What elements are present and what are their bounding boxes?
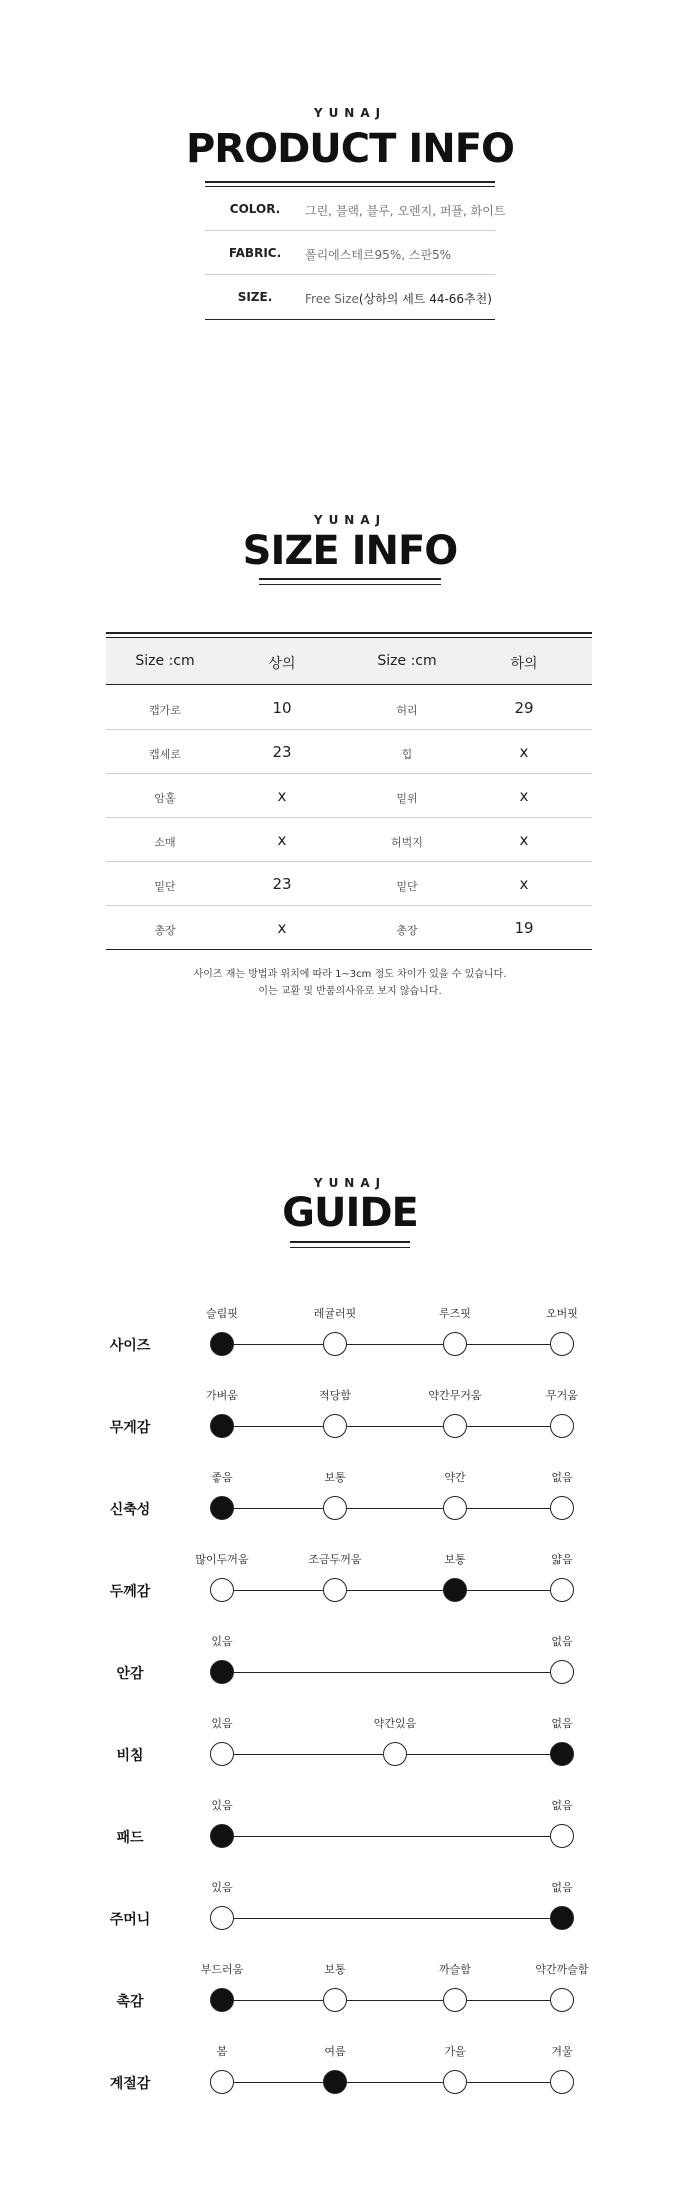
guide-option-label: 슬림핏	[206, 1307, 238, 1320]
divider	[205, 274, 495, 275]
size-note-1: 사이즈 재는 방법과 위치에 따라 1~3cm 정도 차이가 있을 수 있습니다.	[193, 969, 507, 980]
guide-scale-line	[222, 1508, 562, 1509]
row-divider	[106, 773, 592, 774]
guide-scale-line	[222, 1672, 562, 1673]
guide-dot	[210, 1742, 234, 1766]
guide-scale-line	[222, 2000, 562, 2001]
guide-dot	[323, 1414, 347, 1438]
guide-dot	[550, 1824, 574, 1848]
info-value	[305, 290, 492, 307]
col-header: Size :cm	[135, 653, 195, 669]
guide-option-label: 보통	[324, 1963, 346, 1976]
guide-label: 안감	[116, 1666, 144, 1682]
guide-dot	[550, 1414, 574, 1438]
guide-option-label: 약간있음	[373, 1717, 417, 1730]
guide-scale-line	[222, 1426, 562, 1427]
guide-dot-selected	[210, 1414, 234, 1438]
guide-scale-line	[222, 1344, 562, 1345]
guide-option-label: 있음	[211, 1635, 233, 1648]
title-underline-thin	[290, 1247, 410, 1248]
guide-label: 계절감	[109, 2076, 151, 2092]
guide-dot-selected	[210, 1824, 234, 1848]
guide-dot	[550, 1660, 574, 1684]
size-row-value: 23	[272, 743, 292, 761]
guide-dot-selected	[550, 1906, 574, 1930]
row-divider	[106, 817, 592, 818]
title-underline-thin	[205, 186, 495, 187]
size-row-label: 밑단	[396, 880, 418, 893]
col-header: 하의	[510, 656, 538, 672]
info-label: FABRIC.	[228, 246, 282, 260]
guide-option-label: 조금두꺼움	[308, 1553, 362, 1566]
guide-option-label: 좋음	[211, 1471, 233, 1484]
guide-dot	[323, 1332, 347, 1356]
size-row-label: 밑단	[154, 880, 176, 893]
size-row-value: 29	[514, 699, 534, 717]
guide-option-label: 무거움	[546, 1389, 578, 1402]
guide-option-label: 오버핏	[546, 1307, 578, 1320]
guide-option-label: 레귤러핏	[313, 1307, 357, 1320]
size-row-value: x	[519, 875, 529, 893]
guide-label: 무게감	[109, 1420, 151, 1436]
size-row-value: x	[277, 831, 287, 849]
guide-title: GUIDE	[282, 1190, 418, 1236]
bottom-rule	[205, 319, 495, 320]
guide-label: 신축성	[109, 1502, 151, 1518]
size-row-value: x	[519, 743, 529, 761]
guide-option-label: 얇음	[551, 1553, 573, 1566]
guide-dot	[550, 2070, 574, 2094]
guide-option-label: 없음	[551, 1799, 573, 1812]
guide-option-label: 없음	[551, 1635, 573, 1648]
guide-option-label: 보통	[324, 1471, 346, 1484]
guide-dot-selected	[210, 1332, 234, 1356]
size-row-label: 총장	[154, 924, 176, 937]
guide-dot	[443, 1332, 467, 1356]
title-underline	[205, 181, 495, 183]
header-bottom-rule	[106, 684, 592, 685]
guide-dot	[443, 1496, 467, 1520]
guide-label: 사이즈	[109, 1338, 151, 1354]
guide-option-label: 있음	[211, 1881, 233, 1894]
guide-label: 비침	[116, 1748, 144, 1764]
size-row-label: 총장	[396, 924, 418, 937]
guide-dot-selected	[210, 1988, 234, 2012]
info-label: SIZE.	[237, 290, 273, 304]
info-value: 폴리에스테르95%, 스판5%	[305, 248, 452, 262]
title-underline	[259, 578, 441, 580]
guide-label: 주머니	[109, 1912, 151, 1928]
col-header: Size :cm	[377, 653, 437, 669]
brand-label: YUNAJ	[313, 1176, 387, 1190]
guide-dot	[210, 2070, 234, 2094]
guide-option-label: 많이두꺼움	[195, 1553, 249, 1566]
guide-option-label: 겨울	[551, 2045, 573, 2058]
guide-dot-selected	[323, 2070, 347, 2094]
guide-option-label: 약간	[444, 1471, 466, 1484]
guide-dot	[323, 1496, 347, 1520]
guide-option-label: 여름	[324, 2045, 346, 2058]
guide-scale-line	[222, 1836, 562, 1837]
size-row-value: x	[277, 787, 287, 805]
brand-label: YUNAJ	[313, 106, 387, 120]
info-row-color	[205, 188, 506, 231]
guide-option-label: 없음	[551, 1717, 573, 1730]
guide-scale-line	[222, 1918, 562, 1919]
guide-option-label: 적당함	[319, 1389, 351, 1402]
size-row-value: x	[519, 787, 529, 805]
title-underline	[290, 1241, 410, 1243]
guide-dot-selected	[210, 1660, 234, 1684]
guide-option-label: 루즈핏	[439, 1307, 471, 1320]
size-row-label: 허벅지	[391, 836, 423, 849]
guide-dot	[443, 1414, 467, 1438]
size-row-label: 소매	[154, 836, 176, 849]
info-value: 그린, 블랙, 블루, 오렌지, 퍼플, 화이트	[305, 204, 506, 218]
guide-option-label: 없음	[551, 1471, 573, 1484]
guide-option-label: 없음	[551, 1881, 573, 1894]
guide-dot	[323, 1988, 347, 2012]
guide-option-label: 약간까슬함	[535, 1963, 589, 1976]
size-row-label: 캡세로	[149, 748, 181, 761]
guide-dot-selected	[210, 1496, 234, 1520]
guide-dot	[323, 1578, 347, 1602]
guide-label: 두께감	[109, 1584, 151, 1600]
size-row-label: 힙	[401, 748, 413, 761]
info-row-size	[205, 276, 495, 319]
guide-label: 패드	[116, 1830, 144, 1846]
row-divider	[106, 905, 592, 906]
guide-dot-selected	[550, 1742, 574, 1766]
info-label: COLOR.	[229, 202, 281, 216]
row-divider	[106, 949, 592, 950]
guide-dot	[210, 1906, 234, 1930]
guide-dot-selected	[443, 1578, 467, 1602]
guide-label: 촉감	[116, 1994, 144, 2010]
size-row-value: 10	[272, 699, 292, 717]
size-row-label: 밑위	[396, 792, 418, 805]
guide-dot	[550, 1988, 574, 2012]
guide-scale-line	[222, 1590, 562, 1591]
info-value-size-note: (상하의 세트 44-66추천)	[358, 292, 492, 306]
size-row-label: 암홀	[154, 792, 176, 805]
table-top-rule	[106, 632, 592, 634]
guide-option-label: 봄	[216, 2045, 228, 2058]
brand-label: YUNAJ	[313, 513, 387, 527]
product-info-title: PRODUCT INFO	[185, 126, 515, 172]
guide-scale-line	[222, 2082, 562, 2083]
title-underline-thin	[259, 584, 441, 585]
row-divider	[106, 861, 592, 862]
guide-dot	[550, 1332, 574, 1356]
info-value-size: Free Size	[305, 292, 359, 306]
size-row-value: x	[277, 919, 287, 937]
size-row-value: 23	[272, 875, 292, 893]
guide-dot	[443, 1988, 467, 2012]
size-row-value: x	[519, 831, 529, 849]
guide-option-label: 있음	[211, 1717, 233, 1730]
guide-option-label: 약간무거움	[428, 1389, 482, 1402]
col-header: 상의	[268, 656, 296, 672]
guide-option-label: 까슬함	[439, 1963, 471, 1976]
guide-option-label: 가을	[444, 2045, 466, 2058]
info-row-fabric	[205, 232, 495, 275]
guide-dot	[210, 1578, 234, 1602]
guide-dot	[550, 1496, 574, 1520]
size-info-title: SIZE INFO	[242, 528, 458, 574]
guide-option-label: 가벼움	[206, 1389, 238, 1402]
size-row-label: 캡가로	[149, 704, 181, 717]
row-divider	[106, 729, 592, 730]
guide-dot	[443, 2070, 467, 2094]
guide-dot	[383, 1742, 407, 1766]
size-row-value: 19	[514, 919, 534, 937]
guide-option-label: 보통	[444, 1553, 466, 1566]
guide-dot	[550, 1578, 574, 1602]
size-note-2: 이는 교환 및 반품의사유로 보지 않습니다.	[258, 986, 442, 997]
guide-option-label: 부드러움	[200, 1963, 244, 1976]
size-row-label: 허리	[396, 704, 418, 717]
guide-option-label: 있음	[211, 1799, 233, 1812]
divider	[205, 230, 495, 231]
